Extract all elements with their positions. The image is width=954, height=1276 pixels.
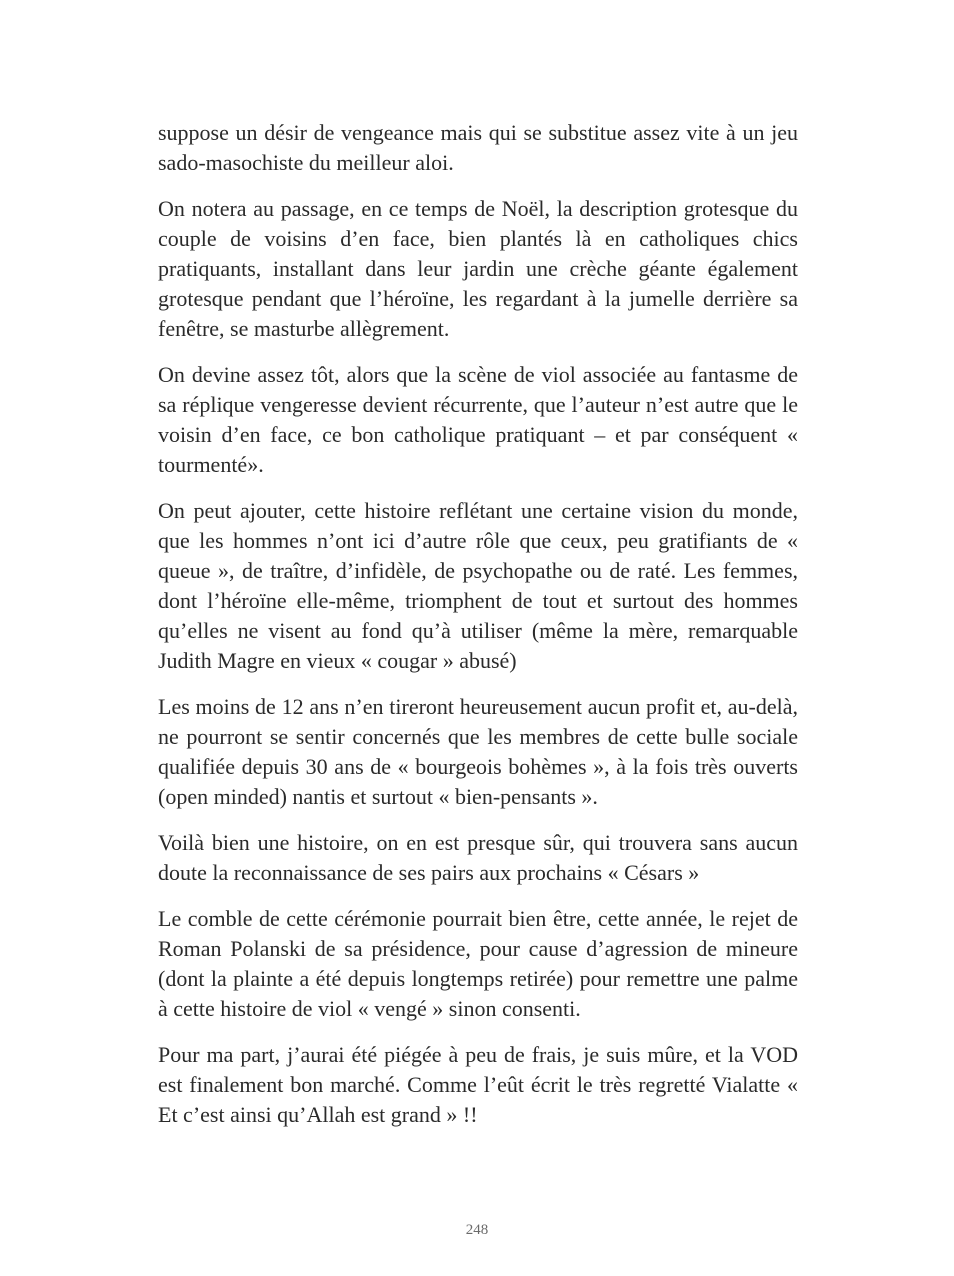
paragraph: suppose un désir de vengeance mais qui se substitue assez vite à un jeu sado-masochiste du meilleur aloi. (158, 120, 798, 175)
paragraph: Les moins de 12 ans n’en tireront heureusement aucun profit et, au-delà, ne pourront se sentir concernés que les membres de cette bulle sociale qualifiée depuis 30 ans de « bourgeois bohèmes », à la fois très ouverts (open minded) nantis et surtout « bien-pensants ». (158, 694, 798, 809)
body-text (158, 118, 798, 1146)
paragraph: Le comble de cette cérémonie pourrait bien être, cette année, le rejet de Roman Polanski de sa présidence, pour cause d’agression de mineure (dont la plainte a été depuis longtemps retirée) pour remettre une palme à cette histoire de viol « vengé » sinon consenti. (158, 906, 798, 1021)
paragraph: Pour ma part, j’aurai été piégée à peu de frais, je suis mûre, et la VOD est finalement bon marché. Comme l’eût écrit le très regretté Vialatte « Et c’est ainsi qu’Allah est grand » !! (158, 1042, 798, 1127)
paragraph: On devine assez tôt, alors que la scène de viol associée au fantasme de sa réplique vengeresse devient récurrente, que l’auteur n’est autre que le voisin d’en face, ce bon catholique pratiquant – et par conséquent « tourmenté». (158, 362, 798, 477)
paragraph: Voilà bien une histoire, on en est presque sûr, qui trouvera sans aucun doute la reconnaissance de ses pairs aux prochains « Césars » (158, 830, 798, 885)
page-number: 248 (465, 1222, 489, 1238)
paragraph: On notera au passage, en ce temps de Noël, la description grotesque du couple de voisins d’en face, bien plantés là en catholiques chics pratiquants, installant dans leur jardin une crèche géante également grotesque pendant que l’héroïne, les regardant à la jumelle derrière sa fenêtre, se masturbe allègrement. (158, 196, 798, 341)
paragraph: On peut ajouter, cette histoire reflétant une certaine vision du monde, que les hommes n’ont ici d’autre rôle que ceux, peu gratifiants de « queue », de traître, d’infidèle, de psychopathe ou de raté. Les femmes, dont l’héroïne elle-même, triomphent de tout et surtout des hommes qu’elles ne visent au fond qu’à utiliser (même la mère, remarquable Judith Magre en vieux « cougar » abusé) (158, 498, 798, 673)
